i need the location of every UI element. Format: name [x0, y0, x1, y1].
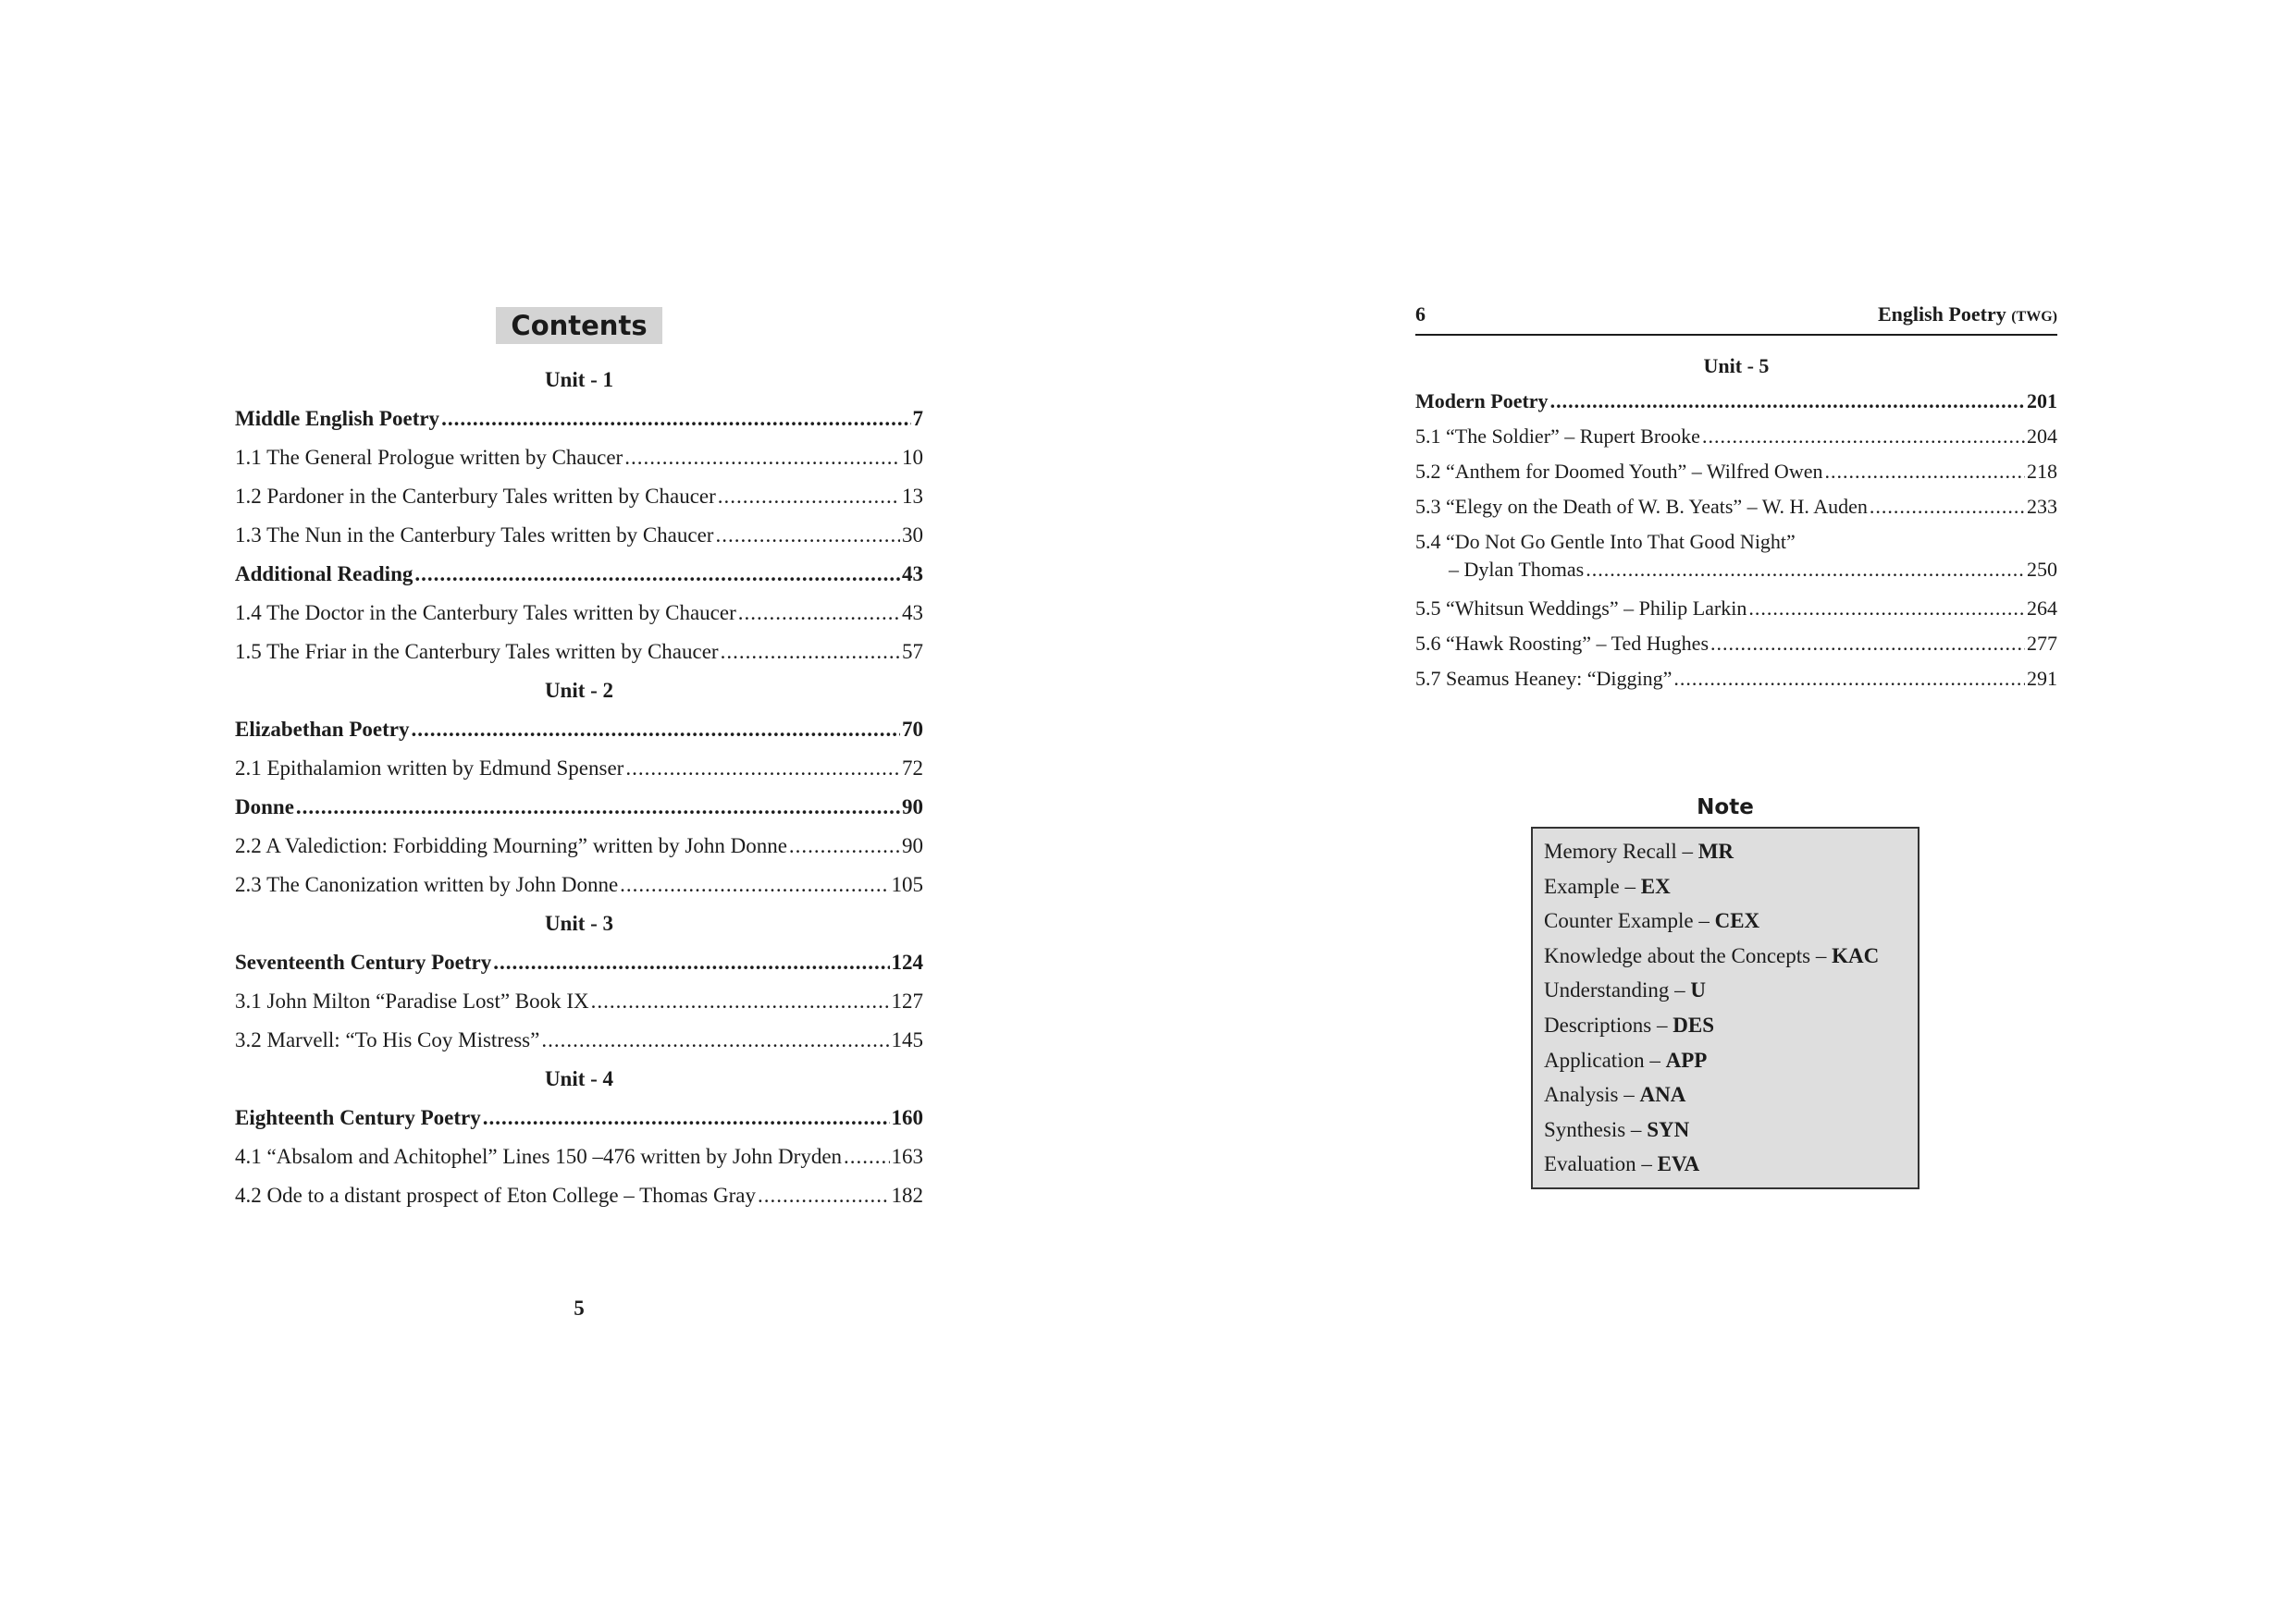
toc-entry-page: 43: [902, 601, 923, 624]
note-panel: [1531, 795, 1920, 1189]
dot-leader: [718, 477, 900, 516]
dot-leader: [483, 1099, 890, 1137]
dot-leader: [411, 710, 900, 749]
toc-entry: [235, 438, 923, 477]
toc-entry-title: 5.7 Seamus Heaney: “Digging”: [1415, 667, 1673, 690]
toc-entry-title: 4.2 Ode to a distant prospect of Eton College – Thomas Gray: [235, 1184, 756, 1207]
unit-heading: Unit - 1: [544, 368, 614, 391]
dot-leader: [625, 749, 900, 788]
toc-entry: [235, 710, 923, 749]
dot-leader: [844, 1137, 889, 1176]
toc-entry-title: 3.1 John Milton “Paradise Lost” Book IX: [235, 990, 589, 1013]
note-item-abbr: KAC: [1832, 943, 1880, 967]
dot-leader: [1586, 556, 2025, 584]
toc-entry-title: Eighteenth Century Poetry: [235, 1106, 481, 1129]
toc-entry-page: 250: [2027, 558, 2057, 581]
toc-entry-page: 277: [2027, 632, 2057, 655]
note-item: [1544, 1008, 1907, 1043]
note-item-label: Knowledge about the Concepts –: [1544, 943, 1833, 967]
toc-entry: [1415, 419, 2057, 454]
dot-leader: [624, 438, 900, 477]
toc-section-entry: [1415, 384, 2057, 419]
toc-entry-page: 204: [2027, 424, 2057, 448]
note-item: [1544, 834, 1907, 869]
dot-leader: [1824, 454, 2025, 489]
note-item-abbr: APP: [1665, 1048, 1708, 1072]
note-item-label: Evaluation –: [1544, 1152, 1658, 1176]
dot-leader: [296, 788, 900, 827]
toc-entry: [235, 477, 923, 516]
toc-entry-page: 90: [902, 834, 923, 857]
toc-entry-title: 1.1 The General Prologue written by Chaucer: [235, 446, 623, 469]
toc-entry-page: 72: [902, 756, 923, 780]
toc-entry-title: 4.1 “Absalom and Achitophel” Lines 150 –476 written by John Dryden: [235, 1145, 843, 1168]
dot-leader: [1710, 626, 2025, 661]
dot-leader: [715, 516, 900, 555]
dot-leader: [1870, 489, 2025, 524]
dot-leader: [1702, 419, 2025, 454]
note-item-label: Analysis –: [1544, 1083, 1640, 1107]
dot-leader: [591, 982, 890, 1021]
note-heading: Note: [1697, 795, 1754, 819]
toc-entry-title: Middle English Poetry: [235, 407, 440, 430]
note-item: [1544, 869, 1907, 904]
unit-heading: Unit - 5: [1703, 354, 1770, 377]
toc-entry: [235, 555, 923, 594]
toc-entry-page: 124: [891, 951, 923, 974]
toc-entry-page: 264: [2027, 596, 2057, 620]
note-item: [1544, 1147, 1907, 1182]
note-item-abbr: DES: [1673, 1013, 1715, 1037]
dot-leader: [721, 633, 900, 671]
note-item: [1544, 1077, 1907, 1113]
toc-entry-page: 13: [902, 485, 923, 508]
toc-entry-page: 43: [902, 562, 923, 585]
note-item-label: Application –: [1544, 1048, 1666, 1072]
note-item-label: Descriptions –: [1544, 1013, 1673, 1037]
toc-entry-title: 2.1 Epithalamion written by Edmund Spenser: [235, 756, 624, 780]
note-item-label: Counter Example –: [1544, 909, 1715, 933]
toc-entry-title: 5.2 “Anthem for Doomed Youth” – Wilfred Owen: [1415, 460, 1823, 483]
toc-entry-page: 30: [902, 523, 923, 547]
toc-entry-page: 160: [891, 1106, 923, 1129]
note-item-abbr: ANA: [1639, 1083, 1686, 1107]
note-item-abbr: MR: [1697, 840, 1734, 863]
toc-entry-title: 3.2 Marvell: “To His Coy Mistress”: [235, 1028, 540, 1051]
toc-entry: [235, 1021, 923, 1060]
toc-entry-page: 127: [891, 990, 923, 1013]
toc-entry-page: 90: [902, 795, 923, 818]
note-box: [1531, 827, 1920, 1189]
toc-entry: [235, 1176, 923, 1215]
toc-entry-title: 5.6 “Hawk Roosting” – Ted Hughes: [1415, 632, 1710, 655]
right-entries: [1415, 419, 2057, 524]
toc-entry-title: Modern Poetry: [1415, 389, 1549, 412]
book-title: [1878, 302, 2057, 326]
toc-entry-page: 218: [2027, 460, 2057, 483]
running-head: [1415, 302, 2057, 336]
toc-entry: [1415, 626, 2057, 661]
toc-entry: [1415, 661, 2057, 696]
dot-leader: [789, 827, 900, 866]
toc-entry: [1415, 591, 2057, 626]
note-item-abbr: U: [1690, 978, 1707, 1002]
dot-leader: [493, 943, 889, 982]
right-entries-after: [1415, 591, 2057, 696]
toc-entry: [235, 633, 923, 671]
toc-entry-continuation: [1415, 556, 2057, 584]
toc-entry-page: 163: [891, 1145, 923, 1168]
toc-entry-title: Donne: [235, 795, 294, 818]
toc-entry-title-line1: 5.4 “Do Not Go Gentle Into That Good Night”: [1415, 530, 1796, 553]
toc-entry-page: 57: [902, 640, 923, 663]
toc-entry: [235, 788, 923, 827]
toc-entry: [235, 594, 923, 633]
toc-entry: [235, 827, 923, 866]
dot-leader: [414, 555, 900, 594]
toc-entry-title: 1.5 The Friar in the Canterbury Tales written by Chaucer: [235, 640, 719, 663]
toc-multiline-entry: [1415, 524, 2057, 591]
toc-entry-page: 145: [891, 1028, 923, 1051]
left-page-number: 5: [574, 1297, 585, 1320]
toc-entry-page: 70: [902, 718, 923, 741]
toc-entry: [1415, 454, 2057, 489]
toc-entry: [1415, 489, 2057, 524]
note-item-abbr: SYN: [1647, 1117, 1690, 1141]
toc-entry: [235, 943, 923, 982]
toc-entry-title: 5.3 “Elegy on the Death of W. B. Yeats” – W. H. Auden: [1415, 495, 1868, 518]
toc-entry: [235, 516, 923, 555]
book-title-text: English Poetry: [1877, 302, 2006, 326]
dot-leader: [758, 1176, 890, 1215]
toc-entry-page: 201: [2027, 389, 2057, 412]
note-item-label: Memory Recall –: [1544, 840, 1698, 863]
note-item-label: Understanding –: [1544, 978, 1691, 1002]
toc-entry-title: 2.3 The Canonization written by John Donne: [235, 873, 619, 896]
toc-entry-title: 5.1 “The Soldier” – Rupert Brooke: [1415, 424, 1700, 448]
toc-entry-title: 2.2 A Valediction: Forbidding Mourning” written by John Donne: [235, 834, 787, 857]
note-item-abbr: EVA: [1657, 1152, 1700, 1176]
toc-entry-page: 291: [2027, 667, 2057, 690]
toc-entry-page: 7: [912, 407, 923, 430]
note-item: [1544, 939, 1907, 974]
unit-heading: Unit - 2: [544, 679, 614, 702]
note-item: [1544, 904, 1907, 939]
toc-entry-title-line2: – Dylan Thomas: [1449, 558, 1585, 581]
unit-heading: Unit - 4: [544, 1067, 614, 1090]
note-item: [1544, 973, 1907, 1008]
note-item-label: Synthesis –: [1544, 1117, 1648, 1141]
toc-entry: [235, 749, 923, 788]
left-toc: [235, 361, 923, 1215]
dot-leader: [738, 594, 900, 633]
toc-entry-title: 1.4 The Doctor in the Canterbury Tales written by Chaucer: [235, 601, 736, 624]
right-page-number: 6: [1415, 302, 1426, 326]
dot-leader: [1673, 661, 2025, 696]
note-item: [1544, 1113, 1907, 1148]
contents-title-wrap: [235, 307, 923, 348]
dot-leader: [541, 1021, 889, 1060]
toc-entry: [235, 1099, 923, 1137]
left-page: [235, 307, 923, 1215]
toc-entry-page: 233: [2027, 495, 2057, 518]
toc-entry: [235, 982, 923, 1021]
note-item-abbr: CEX: [1714, 909, 1760, 933]
toc-entry-page: 182: [891, 1184, 923, 1207]
unit-heading: Unit - 3: [544, 912, 614, 935]
toc-entry-title: 1.2 Pardoner in the Canterbury Tales written by Chaucer: [235, 485, 716, 508]
toc-entry-page: 105: [891, 873, 923, 896]
toc-entry-title: 5.5 “Whitsun Weddings” – Philip Larkin: [1415, 596, 1747, 620]
dot-leader: [620, 866, 889, 904]
toc-entry-title: Elizabethan Poetry: [235, 718, 410, 741]
right-page: [1415, 302, 2057, 696]
toc-entry-page: 10: [902, 446, 923, 469]
toc-entry-title: 1.3 The Nun in the Canterbury Tales written by Chaucer: [235, 523, 714, 547]
note-item-abbr: EX: [1640, 874, 1671, 898]
right-toc: [1415, 349, 2057, 696]
note-item-label: Example –: [1544, 874, 1641, 898]
toc-entry-title: Seventeenth Century Poetry: [235, 951, 492, 974]
book-title-suffix: (TWG): [2011, 309, 2057, 325]
dot-leader: [441, 400, 910, 438]
toc-entry: [235, 866, 923, 904]
toc-entry: [235, 400, 923, 438]
note-item: [1544, 1043, 1907, 1078]
dot-leader: [1550, 384, 2025, 419]
dot-leader: [1748, 591, 2025, 626]
contents-title: Contents: [496, 307, 661, 344]
toc-entry-title: Additional Reading: [235, 562, 414, 585]
toc-entry: [235, 1137, 923, 1176]
